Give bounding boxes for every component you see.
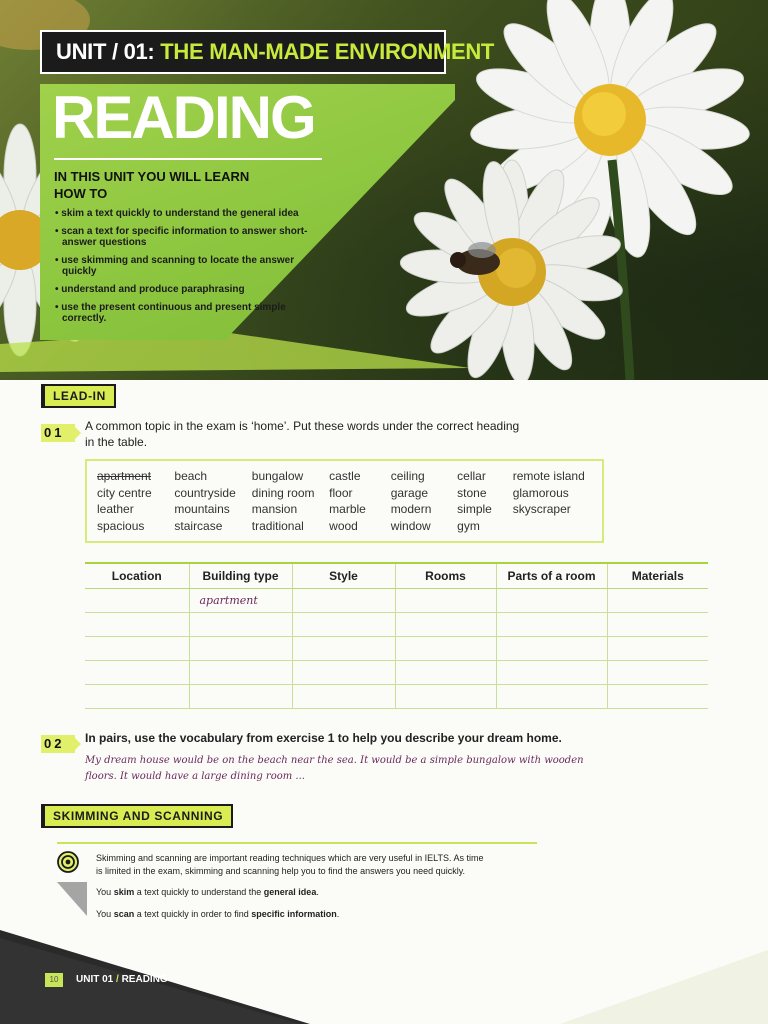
word-row <box>97 485 602 502</box>
word-item: ceiling <box>390 469 425 483</box>
table-cell[interactable] <box>496 660 607 684</box>
table-cell[interactable] <box>292 612 395 636</box>
table-row <box>85 660 708 684</box>
word-item: floor <box>329 485 353 500</box>
skim-definition <box>96 886 536 899</box>
table-cell[interactable] <box>607 588 708 612</box>
table-row <box>85 636 708 660</box>
word-item: castle <box>329 469 361 483</box>
table-cell[interactable] <box>189 636 292 660</box>
corner-triangle-decoration <box>57 882 87 916</box>
word-item: beach <box>174 469 208 483</box>
table-row <box>85 684 708 708</box>
table-cell[interactable] <box>496 636 607 660</box>
exercise-2-example-line-1: My dream house would be on the beach near the sea. It would be a simple bungalow with wooden <box>85 755 584 766</box>
skim-keyword: skim <box>113 887 135 897</box>
word-item: modern <box>390 502 432 516</box>
word-item: simple <box>457 502 492 516</box>
table-cell[interactable] <box>292 588 395 612</box>
page-number: 10 <box>45 973 63 987</box>
table-cell[interactable] <box>607 636 708 660</box>
table-cell[interactable] <box>189 660 292 684</box>
word-item: apartment <box>97 469 152 483</box>
objective-item: • understand and produce paraphrasing <box>55 284 245 295</box>
word-bank <box>85 459 604 543</box>
word-row <box>97 518 602 535</box>
table-cell[interactable] <box>189 612 292 636</box>
table-cell[interactable] <box>496 612 607 636</box>
exercise-1-number: 01 <box>41 424 75 442</box>
objective-item: • scan a text for specific information to answer short-answer questions <box>55 226 308 248</box>
table-header-row <box>85 563 708 588</box>
footer-unit: UNIT 01 <box>76 974 114 985</box>
table-cell[interactable] <box>607 684 708 708</box>
table-cell[interactable]: apartment <box>189 588 292 612</box>
word-item: window <box>390 518 431 533</box>
skim-text-part: You <box>96 887 114 897</box>
word-item: stone <box>457 485 487 500</box>
word-row <box>97 468 602 485</box>
table-cell[interactable] <box>85 636 189 660</box>
unit-prefix: UNIT / 01: <box>56 39 155 64</box>
column-header: Parts of a room <box>496 563 607 588</box>
unit-header <box>40 30 495 74</box>
page-title: READING <box>52 84 315 151</box>
column-header: Rooms <box>395 563 496 588</box>
word-item: garage <box>390 485 429 500</box>
scan-text-part: You <box>96 909 114 919</box>
word-row <box>97 501 602 518</box>
column-header: Style <box>292 563 395 588</box>
footer-label <box>76 974 168 985</box>
skimming-divider <box>57 842 537 844</box>
column-header: Building type <box>189 563 292 588</box>
table-cell[interactable] <box>85 612 189 636</box>
word-item: spacious <box>97 518 145 533</box>
table-cell[interactable] <box>395 612 496 636</box>
table-cell[interactable] <box>85 684 189 708</box>
skimming-intro-line-2: is limited in the exam, skimming and scanning help you to find the answers you need quickly. <box>96 866 466 876</box>
scan-definition <box>96 908 536 921</box>
table-cell[interactable] <box>292 636 395 660</box>
title-underline <box>54 158 322 160</box>
scan-text-part: a text quickly in order to find <box>134 909 252 919</box>
word-item: skyscraper <box>512 502 571 516</box>
table-row <box>85 612 708 636</box>
table-cell[interactable] <box>395 684 496 708</box>
table-cell[interactable] <box>607 660 708 684</box>
objectives-heading: IN THIS UNIT YOU WILL LEARN HOW TO <box>54 169 250 201</box>
word-item: traditional <box>251 518 304 533</box>
table-cell[interactable] <box>85 660 189 684</box>
unit-title: THE MAN-MADE ENVIRONMENT <box>160 39 495 64</box>
scan-key-phrase: specific information <box>251 909 337 919</box>
objective-item: • use the present continuous and present simple correctly. <box>55 302 286 324</box>
skimming-scanning-tag: SKIMMING AND SCANNING <box>41 804 233 828</box>
skim-key-phrase: general idea <box>263 887 317 897</box>
word-item: countryside <box>174 485 236 500</box>
scan-keyword: scan <box>113 909 135 919</box>
exercise-2-instruction: In pairs, use the vocabulary from exercise 1 to help you describe your dream home. <box>85 731 562 745</box>
skimming-intro-line-1: Skimming and scanning are important reading techniques which are very useful in IELTS. As time <box>96 853 484 863</box>
word-item: cellar <box>457 469 486 483</box>
word-item <box>513 518 602 535</box>
word-item: dining room <box>251 485 315 500</box>
skim-text-part: a text quickly to understand the <box>134 887 264 897</box>
word-item: city centre <box>97 485 152 500</box>
table-cell[interactable] <box>496 588 607 612</box>
objective-item: • use skimming and scanning to locate the answer quickly <box>55 255 295 277</box>
skim-text-part: . <box>316 887 319 897</box>
table-cell[interactable] <box>395 660 496 684</box>
table-cell[interactable] <box>292 684 395 708</box>
column-header: Materials <box>607 563 708 588</box>
hero-banner <box>0 0 768 380</box>
table-cell[interactable] <box>395 636 496 660</box>
word-item: bungalow <box>251 469 304 483</box>
exercise-2-example-line-2: floors. It would have a large dining room ... <box>85 771 305 782</box>
word-item: leather <box>97 502 134 516</box>
target-icon <box>57 851 79 873</box>
word-item: wood <box>329 518 358 533</box>
word-item: staircase <box>174 518 223 533</box>
table-cell[interactable] <box>292 660 395 684</box>
table-row <box>85 588 708 612</box>
table-cell[interactable] <box>189 684 292 708</box>
lead-in-tag: LEAD-IN <box>41 384 116 408</box>
word-item: gym <box>457 518 480 533</box>
objective-item: • skim a text quickly to understand the general idea <box>55 208 299 219</box>
scan-text-part: . <box>336 909 340 919</box>
footer-section: READING <box>121 974 168 985</box>
table-cell[interactable] <box>607 612 708 636</box>
word-item: mountains <box>174 502 230 516</box>
table-cell[interactable] <box>85 588 189 612</box>
vocabulary-table <box>85 562 708 709</box>
word-item: mansion <box>251 502 298 516</box>
word-item: glamorous <box>512 485 569 500</box>
word-item: remote island <box>512 469 585 483</box>
exercise-1-instruction: A common topic in the exam is ‘home’. Put these words under the correct heading in the table. <box>85 419 520 449</box>
table-cell[interactable] <box>395 588 496 612</box>
footer-separator: / <box>113 974 122 985</box>
word-item: marble <box>329 502 366 516</box>
column-header: Location <box>85 563 189 588</box>
table-cell[interactable] <box>496 684 607 708</box>
exercise-2-number: 02 <box>41 735 75 753</box>
objectives-list <box>54 208 314 331</box>
